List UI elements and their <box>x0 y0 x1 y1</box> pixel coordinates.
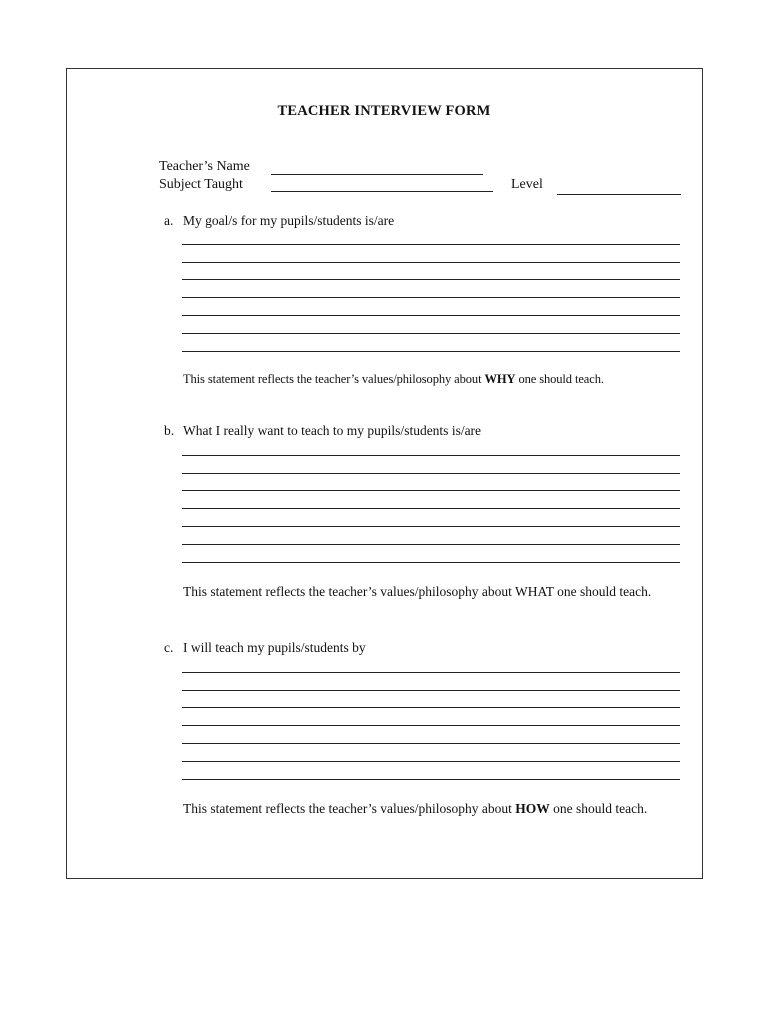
answer-line[interactable] <box>182 351 680 352</box>
section-statement <box>183 583 683 601</box>
level-label: Level <box>511 177 543 192</box>
statement-text: This statement reflects the teacher’s values/philosophy about <box>183 372 485 386</box>
answer-line[interactable] <box>182 279 680 280</box>
answer-line[interactable] <box>182 262 680 263</box>
subject-taught-field[interactable] <box>271 191 493 192</box>
answer-line[interactable] <box>182 544 680 545</box>
section-prompt: I will teach my pupils/students by <box>183 640 366 655</box>
answer-line[interactable] <box>182 473 680 474</box>
section-letter: a. <box>164 213 174 228</box>
statement-text: This statement reflects the teacher’s values/philosophy about <box>183 801 516 816</box>
subject-taught-label: Subject Taught <box>159 177 243 192</box>
answer-line[interactable] <box>182 455 680 456</box>
answer-line[interactable] <box>182 707 680 708</box>
statement-emphasis: WHY <box>484 372 516 386</box>
statement-text: one should teach. <box>553 584 652 599</box>
answer-line[interactable] <box>182 690 680 691</box>
teachers-name-label: Teacher’s Name <box>159 159 250 174</box>
level-field[interactable] <box>557 194 681 195</box>
statement-text: one should teach. <box>549 801 648 816</box>
form-title: TEACHER INTERVIEW FORM <box>277 103 491 119</box>
answer-line[interactable] <box>182 562 680 563</box>
answer-line[interactable] <box>182 743 680 744</box>
answer-line[interactable] <box>182 490 680 491</box>
answer-line[interactable] <box>182 725 680 726</box>
answer-line[interactable] <box>182 333 680 334</box>
statement-text: This statement reflects the teacher’s values/philosophy about <box>183 584 516 599</box>
statement-emphasis: WHAT <box>515 584 554 599</box>
answer-line[interactable] <box>182 672 680 673</box>
answer-line[interactable] <box>182 526 680 527</box>
section-statement <box>183 370 683 388</box>
statement-text: one should teach. <box>515 372 604 386</box>
answer-line[interactable] <box>182 297 680 298</box>
section-prompt: What I really want to teach to my pupils/students is/are <box>183 423 482 438</box>
answer-line[interactable] <box>182 508 680 509</box>
section-prompt: My goal/s for my pupils/students is/are <box>183 213 395 228</box>
statement-emphasis: HOW <box>515 801 550 816</box>
teachers-name-field[interactable] <box>271 174 483 175</box>
section-letter: c. <box>164 640 174 655</box>
answer-line[interactable] <box>182 244 680 245</box>
answer-line[interactable] <box>182 779 680 780</box>
answer-line[interactable] <box>182 315 680 316</box>
section-letter: b. <box>164 423 175 438</box>
answer-line[interactable] <box>182 761 680 762</box>
section-statement <box>183 800 683 818</box>
